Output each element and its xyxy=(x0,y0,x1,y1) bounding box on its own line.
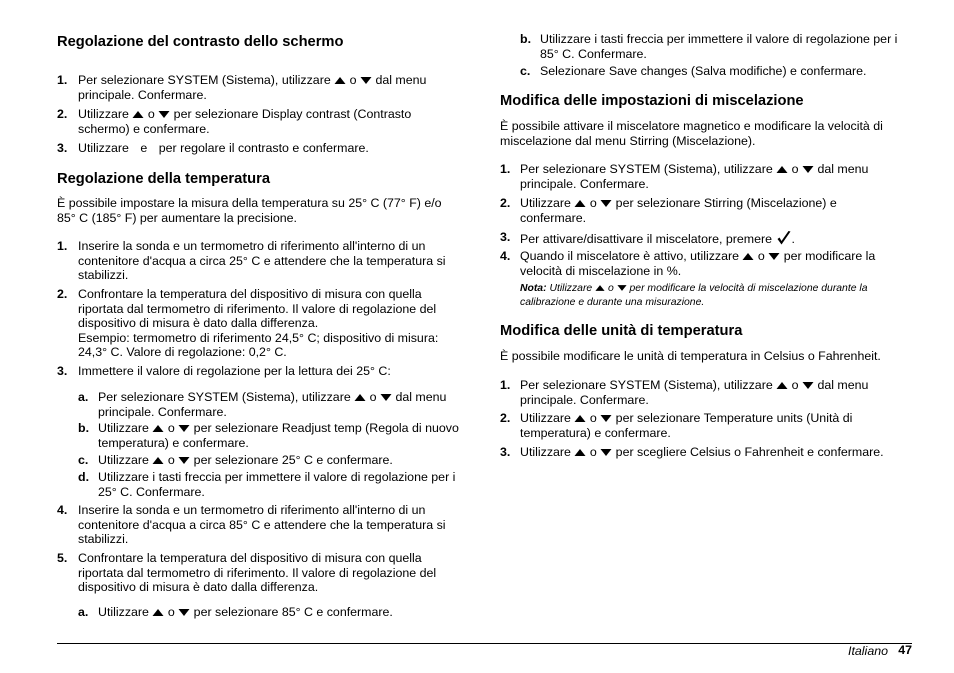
step-text: Inserire la sonda e un termometro di riferimento all'interno di un contenitore d'acqua a circa 85° C e attendere che la temperatura si stabilizzi. xyxy=(78,503,446,547)
substep-text: Utilizzare o per selezionare 25° C e confermare. xyxy=(98,453,393,467)
substep-letter: d. xyxy=(78,470,90,484)
step-text: Immettere il valore di regolazione per la lettura dei 25° C: xyxy=(78,364,391,378)
step-text: Utilizzare o per selezionare Display contrast (Contrasto schermo) e confermare. xyxy=(78,107,412,136)
step-number: 1. xyxy=(57,73,68,87)
down-arrow-icon xyxy=(600,448,612,457)
up-arrow-icon xyxy=(574,199,586,208)
step-number: 1. xyxy=(57,239,68,253)
step-number: 3. xyxy=(500,445,511,459)
step-text: Utilizzare o per selezionare Stirring (Miscelazione) e confermare. xyxy=(520,196,837,225)
down-arrow-icon xyxy=(380,393,392,402)
up-arrow-icon xyxy=(334,76,346,85)
step-text: Per selezionare SYSTEM (Sistema), utilizzare o dal menu principale. Confermare. xyxy=(520,162,869,191)
down-arrow-icon xyxy=(802,165,814,174)
step-number: 3. xyxy=(500,230,511,244)
paragraph: È possibile modificare le unità di temperatura in Celsius o Fahrenheit. xyxy=(500,349,881,363)
step-text: Per selezionare SYSTEM (Sistema), utilizzare o dal menu principale. Confermare. xyxy=(78,73,427,102)
down-arrow-icon xyxy=(178,608,190,617)
step-number: 1. xyxy=(500,162,511,176)
step-text: Utilizzare e per regolare il contrasto e confermare. xyxy=(78,141,369,155)
down-arrow-icon xyxy=(360,76,372,85)
right-arrow-icon xyxy=(147,142,155,154)
up-arrow-icon xyxy=(354,393,366,402)
up-arrow-icon xyxy=(742,252,754,261)
step-number: 3. xyxy=(57,364,68,378)
substep-letter: b. xyxy=(78,421,90,435)
up-arrow-icon xyxy=(152,608,164,617)
step-number: 4. xyxy=(500,249,511,263)
step-text: Confrontare la temperatura del dispositivo di misura con quella riportata dal termometro di riferimento. Il valore di regolazione del dispositivo di misura è dato dalla differenza. xyxy=(78,551,437,595)
footer-language: Italiano xyxy=(848,644,888,658)
paragraph: È possibile attivare il miscelatore magnetico e modificare la velocità di miscelazione dal menu Stirring (Miscelazione). xyxy=(500,119,883,148)
substep-letter: b. xyxy=(520,32,532,46)
substep-text: Utilizzare i tasti freccia per immettere il valore di regolazione per i 85° C. Confermare. xyxy=(540,32,898,61)
step-number: 5. xyxy=(57,551,68,565)
down-arrow-icon xyxy=(178,456,190,465)
substep-text: Selezionare Save changes (Salva modifiche) e confermare. xyxy=(540,64,867,78)
up-arrow-icon xyxy=(776,165,788,174)
up-arrow-icon xyxy=(152,424,164,433)
step-text: Utilizzare o per scegliere Celsius o Fahrenheit e confermare. xyxy=(520,445,884,459)
step-number: 2. xyxy=(500,196,511,210)
down-arrow-icon xyxy=(600,199,612,208)
step-number: 4. xyxy=(57,503,68,517)
step-text: Utilizzare o per selezionare Temperature units (Unità di temperatura) e confermare. xyxy=(520,411,853,440)
substep-text: Utilizzare i tasti freccia per immettere il valore di regolazione per i 25° C. Confermare. xyxy=(98,470,456,499)
step-text: Per selezionare SYSTEM (Sistema), utilizzare o dal menu principale. Confermare. xyxy=(520,378,869,407)
note: Nota: Utilizzare o per modificare la velocità di miscelazione durante la calibrazione e durante una misurazione. xyxy=(520,283,868,308)
down-arrow-icon xyxy=(158,110,170,119)
check-icon xyxy=(776,230,792,246)
substep-text: Per selezionare SYSTEM (Sistema), utilizzare o dal menu principale. Confermare. xyxy=(98,390,447,419)
step-number: 2. xyxy=(57,107,68,121)
up-arrow-icon xyxy=(152,456,164,465)
paragraph: È possibile impostare la misura della temperatura su 25° C (77° F) e/o 85° C (185° F) per aumentare la precisione. xyxy=(57,196,442,225)
up-arrow-icon xyxy=(574,414,586,423)
down-arrow-icon xyxy=(768,252,780,261)
up-arrow-icon xyxy=(574,448,586,457)
substep-letter: a. xyxy=(78,390,89,404)
substep-letter: c. xyxy=(78,453,89,467)
step-number: 2. xyxy=(57,287,68,301)
section-title-stirring: Modifica delle impostazioni di miscelazione xyxy=(500,93,804,109)
step-text: Quando il miscelatore è attivo, utilizzare o per modificare la velocità di miscelazione in %. xyxy=(520,249,876,278)
down-arrow-icon xyxy=(617,284,627,292)
substep-text: Utilizzare o per selezionare 85° C e confermare. xyxy=(98,605,393,619)
step-text: Confrontare la temperatura del dispositivo di misura con quella riportata dal termometro di riferimento. Il valore di regolazione del dispositivo di misura è dato dalla differenza. Esempio: termometro di riferimento 24,5° C; dispositivo di misura: 24,3° C. Valore di regolazione: 0,2° C. xyxy=(78,287,439,360)
substep-text: Utilizzare o per selezionare Readjust temp (Regola di nuovo temperatura) e confermare. xyxy=(98,421,459,450)
step-text: Per attivare/disattivare il miscelatore, premere . xyxy=(520,232,795,246)
substep-letter: c. xyxy=(520,64,531,78)
step-number: 3. xyxy=(57,141,68,155)
footer-rule xyxy=(57,643,912,644)
up-arrow-icon xyxy=(595,284,605,292)
step-number: 2. xyxy=(500,411,511,425)
section-title-units: Modifica delle unità di temperatura xyxy=(500,323,743,339)
up-arrow-icon xyxy=(776,381,788,390)
step-text: Inserire la sonda e un termometro di riferimento all'interno di un contenitore d'acqua a circa 25° C e attendere che la temperatura si stabilizzi. xyxy=(78,239,446,283)
up-arrow-icon xyxy=(132,110,144,119)
down-arrow-icon xyxy=(178,424,190,433)
down-arrow-icon xyxy=(600,414,612,423)
page-number: 47 xyxy=(898,643,912,657)
down-arrow-icon xyxy=(802,381,814,390)
section-title-contrast: Regolazione del contrasto dello schermo xyxy=(57,34,344,50)
substep-letter: a. xyxy=(78,605,89,619)
section-title-temperature: Regolazione della temperatura xyxy=(57,171,271,187)
step-number: 1. xyxy=(500,378,511,392)
